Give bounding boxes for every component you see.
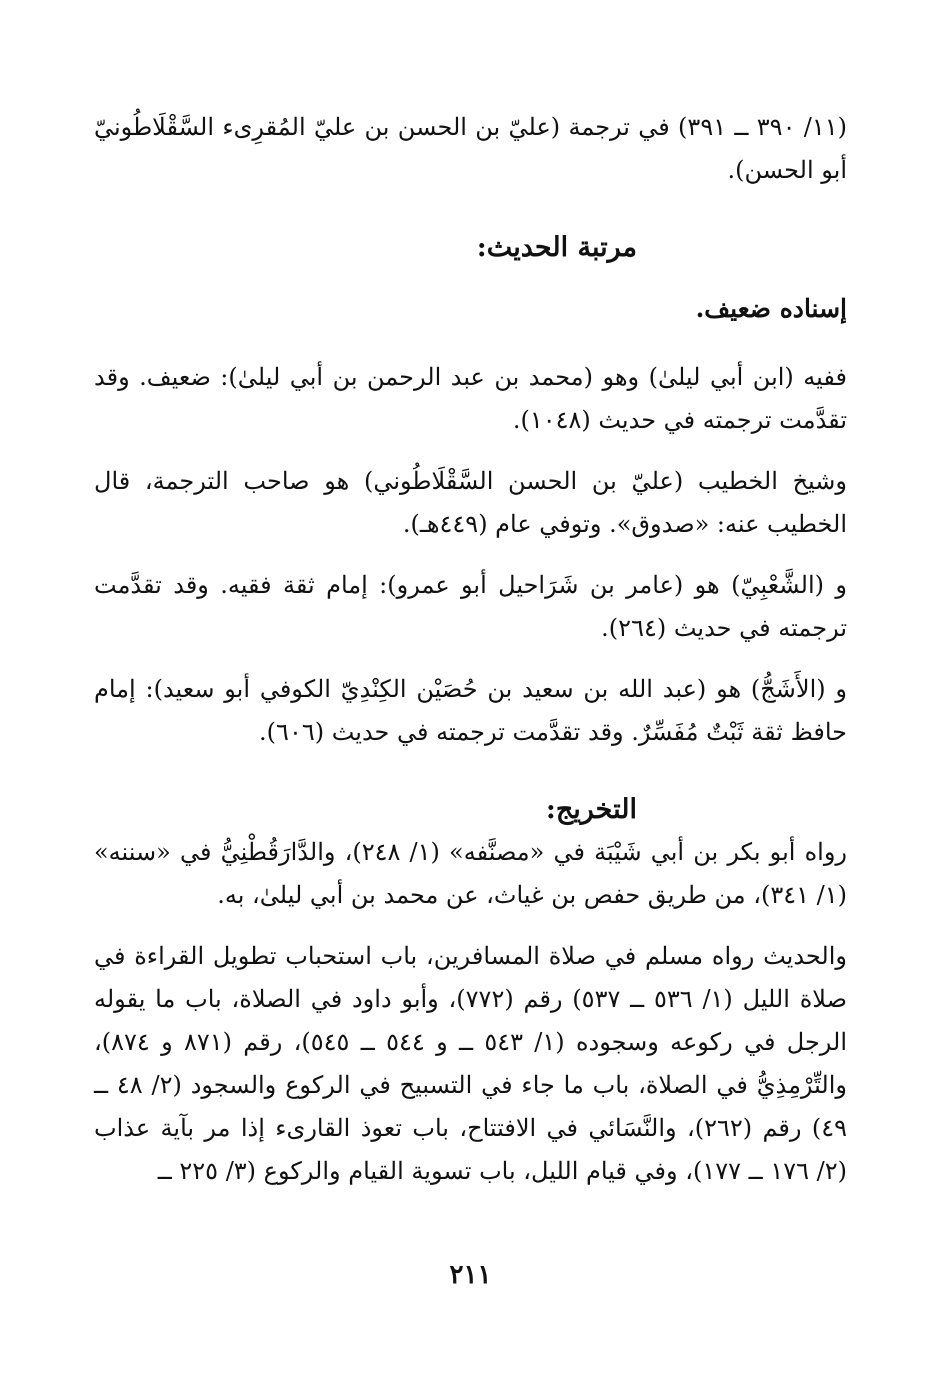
- narrator-paragraph-shabi: و (الشَّعْبِيّ) هو (عامر بن شَرَاحيل أبو عمرو): إمام ثقة فقيه. وقد تقدَّمت ترجمته في حديث (٢٦٤).: [94, 571, 847, 642]
- grade-verdict: إسناده ضعيف.: [695, 294, 847, 323]
- takhrij-paragraph-2: والحديث رواه مسلم في صلاة المسافرين، باب استحباب تطويل القراءة في صلاة الليل (١/ ٥٣٦ ــ ٥٣٧) رقم (٧٧٢)، وأبو داود في الصلاة، باب ما يقوله الرجل في ركوعه وسجوده (١/ ٥٤٣ ــ و ٥٤٤ ــ ٥٤٥)، رقم (٨٧١ و ٨٧٤)، والتِّرْمِذِيُّ في الصلاة، باب ما جاء في التسبيح في الركوع والسجود (٢/ ٤٨ ــ ٤٩) رقم (٢٦٢)، والنَّسَائي في الافتتاح، باب تعوذ القارىء إذا مر بآية عذاب (٢/ ١٧٦ ــ ١٧٧)، وفي قيام الليل، باب تسوية القيام والركوع (٣/ ٢٢٥ ــ: [94, 942, 848, 1185]
- takhrij-paragraph-1: رواه أبو بكر بن أبي شَيْبَة في «مصنَّفه» (١/ ٢٤٨)، والدَّارَقُطْنِيُّ في «سننه» (١/ ٣٤١)، من طريق حفص بن غياث، عن محمد بن أبي ليلىٰ، به.: [94, 838, 848, 909]
- narrator-paragraph-ashajj: و (الأَشَجُّ) هو (عبد الله بن سعيد بن حُصَيْن الكِنْدِيّ الكوفي أبو سعيد): إمام حافظ ثقة ثَبْتٌ مُفَسِّرٌ. وقد تقدَّمت ترجمته في حديث (٦٠٦).: [94, 675, 847, 746]
- narrator-paragraph-ibn-abi-layla: ففيه (ابن أبي ليلىٰ) وهو (محمد بن عبد الرحمن بن أبي ليلىٰ): ضعيف. وقد تقدَّمت ترجمته في حديث (١٠٤٨).: [94, 363, 847, 434]
- takhrij-heading: التخريج:: [545, 794, 637, 825]
- page-number: ٢١١: [449, 1260, 492, 1290]
- intro-paragraph: (١١/ ٣٩٠ ــ ٣٩١) في ترجمة (عليّ بن الحسن بن عليّ المُقرِىء السَّقْلَاطُونيّ أبو الحسن).: [94, 113, 848, 184]
- hadith-grade-heading: مرتبة الحديث:: [476, 232, 637, 263]
- narrator-paragraph-khatib-shaykh: وشيخ الخطيب (عليّ بن الحسن السَّقْلَاطُوني) هو صاحب الترجمة، قال الخطيب عنه: «صدوق». وتوفي عام (٤٤٩هـ).: [94, 467, 847, 538]
